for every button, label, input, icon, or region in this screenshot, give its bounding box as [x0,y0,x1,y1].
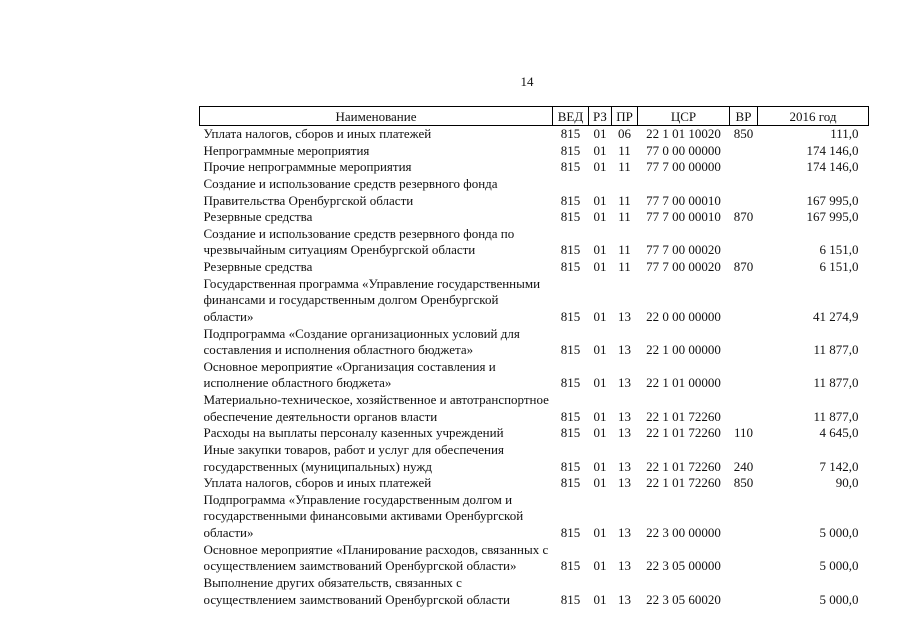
table-row [200,475,869,492]
row-name-line: Резервные средства [203,259,313,275]
table-header-row [200,107,869,126]
row-ved: 815 [560,142,581,158]
row-name-line: осуществлением заимствований Оренбургской области» [203,558,517,574]
row-name [200,575,553,608]
row-ved: 815 [560,558,581,574]
row-pr: 11 [618,192,631,208]
row-ved: 815 [560,159,581,175]
row-csr: 22 1 01 10020 [646,126,721,141]
table-row [200,359,869,392]
table-row [200,209,869,226]
row-rz: 01 [593,475,607,491]
row-ved: 815 [560,342,581,358]
row-ved: 815 [560,408,581,424]
row-rz: 01 [593,192,607,208]
row-amount: 111,0 [830,126,859,141]
row-amount: 174 146,0 [806,142,859,158]
table-row [200,143,869,160]
row-amount: 7 142,0 [819,458,859,474]
table-row [200,159,869,176]
row-name-line: Создание и использование средств резервного фонда по [203,225,515,241]
row-csr: 77 7 00 00020 [646,259,721,275]
row-rz: 01 [593,558,607,574]
row-rz: 01 [593,159,607,175]
row-name [200,475,553,492]
row-name [200,326,553,359]
row-name-line: области» [203,525,254,541]
row-csr: 77 7 00 00010 [646,192,721,208]
row-name-line: Правительства Оренбургской области [203,192,414,208]
row-ved: 815 [560,126,581,141]
row-name [200,492,553,542]
table-row [200,392,869,425]
header-amount: 2016 год [758,107,869,126]
row-pr: 11 [618,209,631,225]
row-vr [730,542,758,575]
row-pr: 13 [618,408,631,424]
row-ved: 815 [560,425,581,441]
row-vr [730,159,758,176]
row-vr [730,392,758,425]
header-csr: ЦСР [638,107,730,126]
row-csr: 22 1 01 72260 [646,408,721,424]
row-name [200,159,553,176]
row-name [200,209,553,226]
row-amount: 11 877,0 [813,408,859,424]
row-pr: 13 [618,525,631,541]
row-rz: 01 [593,126,607,141]
row-amount: 5 000,0 [819,591,859,607]
row-csr: 22 1 01 72260 [646,425,721,441]
row-vr: 850 [733,475,754,491]
row-pr: 11 [618,159,631,175]
row-name-line: Уплата налогов, сборов и иных платежей [203,126,432,142]
row-csr: 77 0 00 00000 [646,142,721,158]
row-name-line: обеспечение деятельности органов власти [203,408,438,424]
row-name [200,143,553,160]
table-row [200,259,869,276]
row-name-line: государственными финансовыми активами Оренбургской [203,508,524,524]
header-pr: ПР [612,107,638,126]
row-name-line: области» [203,308,254,324]
row-vr [730,276,758,326]
page-number: 14 [520,74,534,89]
row-name-line: составления и исполнения областного бюджета» [203,342,474,358]
row-name-line: Основное мероприятие «Планирование расходов, связанных с [203,541,549,557]
row-csr: 77 7 00 00000 [646,159,721,175]
budget-table [199,106,869,608]
row-ved: 815 [560,259,581,275]
row-pr: 13 [618,475,631,491]
row-name-line: Создание и использование средств резервного фонда [203,175,498,191]
row-name-line: Основное мероприятие «Организация составления и [203,358,496,374]
row-ved: 815 [560,209,581,225]
row-name-line: Уплата налогов, сборов и иных платежей [203,475,432,491]
row-name-line: Подпрограмма «Управление государственным долгом и [203,491,513,507]
header-vr: ВР [730,107,758,126]
row-csr: 22 1 01 72260 [646,458,721,474]
table-row [200,276,869,326]
row-ved: 815 [560,308,581,324]
row-vr [730,176,758,209]
row-name-line: финансами и государственным долгом Оренбургской [203,292,499,308]
row-rz: 01 [593,308,607,324]
row-name [200,259,553,276]
row-name [200,126,553,143]
row-vr: 240 [733,458,754,474]
row-rz: 01 [593,525,607,541]
row-name-line: Резервные средства [203,209,313,225]
row-pr: 13 [618,425,631,441]
row-name-line: Подпрограмма «Создание организационных условий для [203,325,520,341]
table-row [200,126,869,143]
row-pr: 13 [618,591,631,607]
row-amount: 41 274,9 [813,308,859,324]
table-row [200,176,869,209]
table-row [200,575,869,608]
row-csr: 77 7 00 00010 [646,209,721,225]
row-pr: 13 [618,308,631,324]
row-csr: 77 7 00 00020 [646,242,721,258]
row-amount: 6 151,0 [819,242,859,258]
row-name-line: чрезвычайным ситуациям Оренбургской области [203,242,476,258]
row-ved: 815 [560,591,581,607]
row-pr: 13 [618,342,631,358]
row-name-line: Непрограммные мероприятия [203,142,370,158]
row-vr [730,575,758,608]
row-rz: 01 [593,209,607,225]
row-amount: 11 877,0 [813,375,859,391]
row-amount: 5 000,0 [819,558,859,574]
row-rz: 01 [593,591,607,607]
row-pr: 11 [618,259,631,275]
row-ved: 815 [560,192,581,208]
header-name: Наименование [200,107,553,126]
row-amount: 6 151,0 [819,259,859,275]
row-vr: 110 [733,425,754,441]
row-vr [730,326,758,359]
row-pr: 11 [618,142,631,158]
row-vr [730,359,758,392]
header-rz: РЗ [589,107,612,126]
row-csr: 22 1 01 00000 [646,375,721,391]
row-pr: 06 [618,126,631,141]
row-name [200,226,553,259]
row-name-line: Расходы на выплаты персоналу казенных учреждений [203,425,504,441]
row-name-line: осуществлением заимствований Оренбургской области [203,591,510,607]
row-rz: 01 [593,259,607,275]
header-ved: ВЕД [553,107,589,126]
row-rz: 01 [593,242,607,258]
row-vr [730,226,758,259]
row-pr: 13 [618,375,631,391]
row-vr [730,492,758,542]
table-row [200,542,869,575]
row-vr: 870 [733,259,754,275]
row-ved: 815 [560,475,581,491]
row-rz: 01 [593,342,607,358]
row-vr: 870 [733,209,754,225]
row-name-line: Прочие непрограммные мероприятия [203,159,412,175]
row-csr: 22 3 05 00000 [646,558,721,574]
table-row [200,226,869,259]
row-amount: 167 995,0 [806,209,859,225]
row-name-line: государственных (муниципальных) нужд [203,458,432,474]
row-amount: 5 000,0 [819,525,859,541]
row-name [200,542,553,575]
row-pr: 13 [618,558,631,574]
row-name-line: Выполнение других обязательств, связанных с [203,574,462,590]
row-rz: 01 [593,375,607,391]
row-csr: 22 1 01 72260 [646,475,721,491]
row-amount: 90,0 [835,475,859,491]
row-csr: 22 0 00 00000 [646,308,721,324]
row-ved: 815 [560,375,581,391]
row-name [200,392,553,425]
row-pr: 13 [618,458,631,474]
row-name-line: Государственная программа «Управление государственными [203,275,541,291]
row-name-line: исполнение областного бюджета» [203,375,392,391]
row-csr: 22 1 00 00000 [646,342,721,358]
row-name [200,276,553,326]
table-row [200,492,869,542]
table-row [200,326,869,359]
row-name-line: Материально-техническое, хозяйственное и автотранспортное [203,392,549,408]
row-ved: 815 [560,525,581,541]
row-csr: 22 3 00 00000 [646,525,721,541]
row-rz: 01 [593,142,607,158]
table-row [200,425,869,442]
row-pr: 11 [618,242,631,258]
row-vr: 850 [733,126,754,141]
row-name [200,442,553,475]
row-name [200,425,553,442]
row-name [200,359,553,392]
row-ved: 815 [560,458,581,474]
row-rz: 01 [593,408,607,424]
row-rz: 01 [593,425,607,441]
row-name [200,176,553,209]
row-amount: 167 995,0 [806,192,859,208]
row-name-line: Иные закупки товаров, работ и услуг для обеспечения [203,441,504,457]
row-vr [730,143,758,160]
row-amount: 11 877,0 [813,342,859,358]
table-row [200,442,869,475]
row-rz: 01 [593,458,607,474]
row-amount: 4 645,0 [819,425,859,441]
row-ved: 815 [560,242,581,258]
row-amount: 174 146,0 [806,159,859,175]
row-csr: 22 3 05 60020 [646,591,721,607]
